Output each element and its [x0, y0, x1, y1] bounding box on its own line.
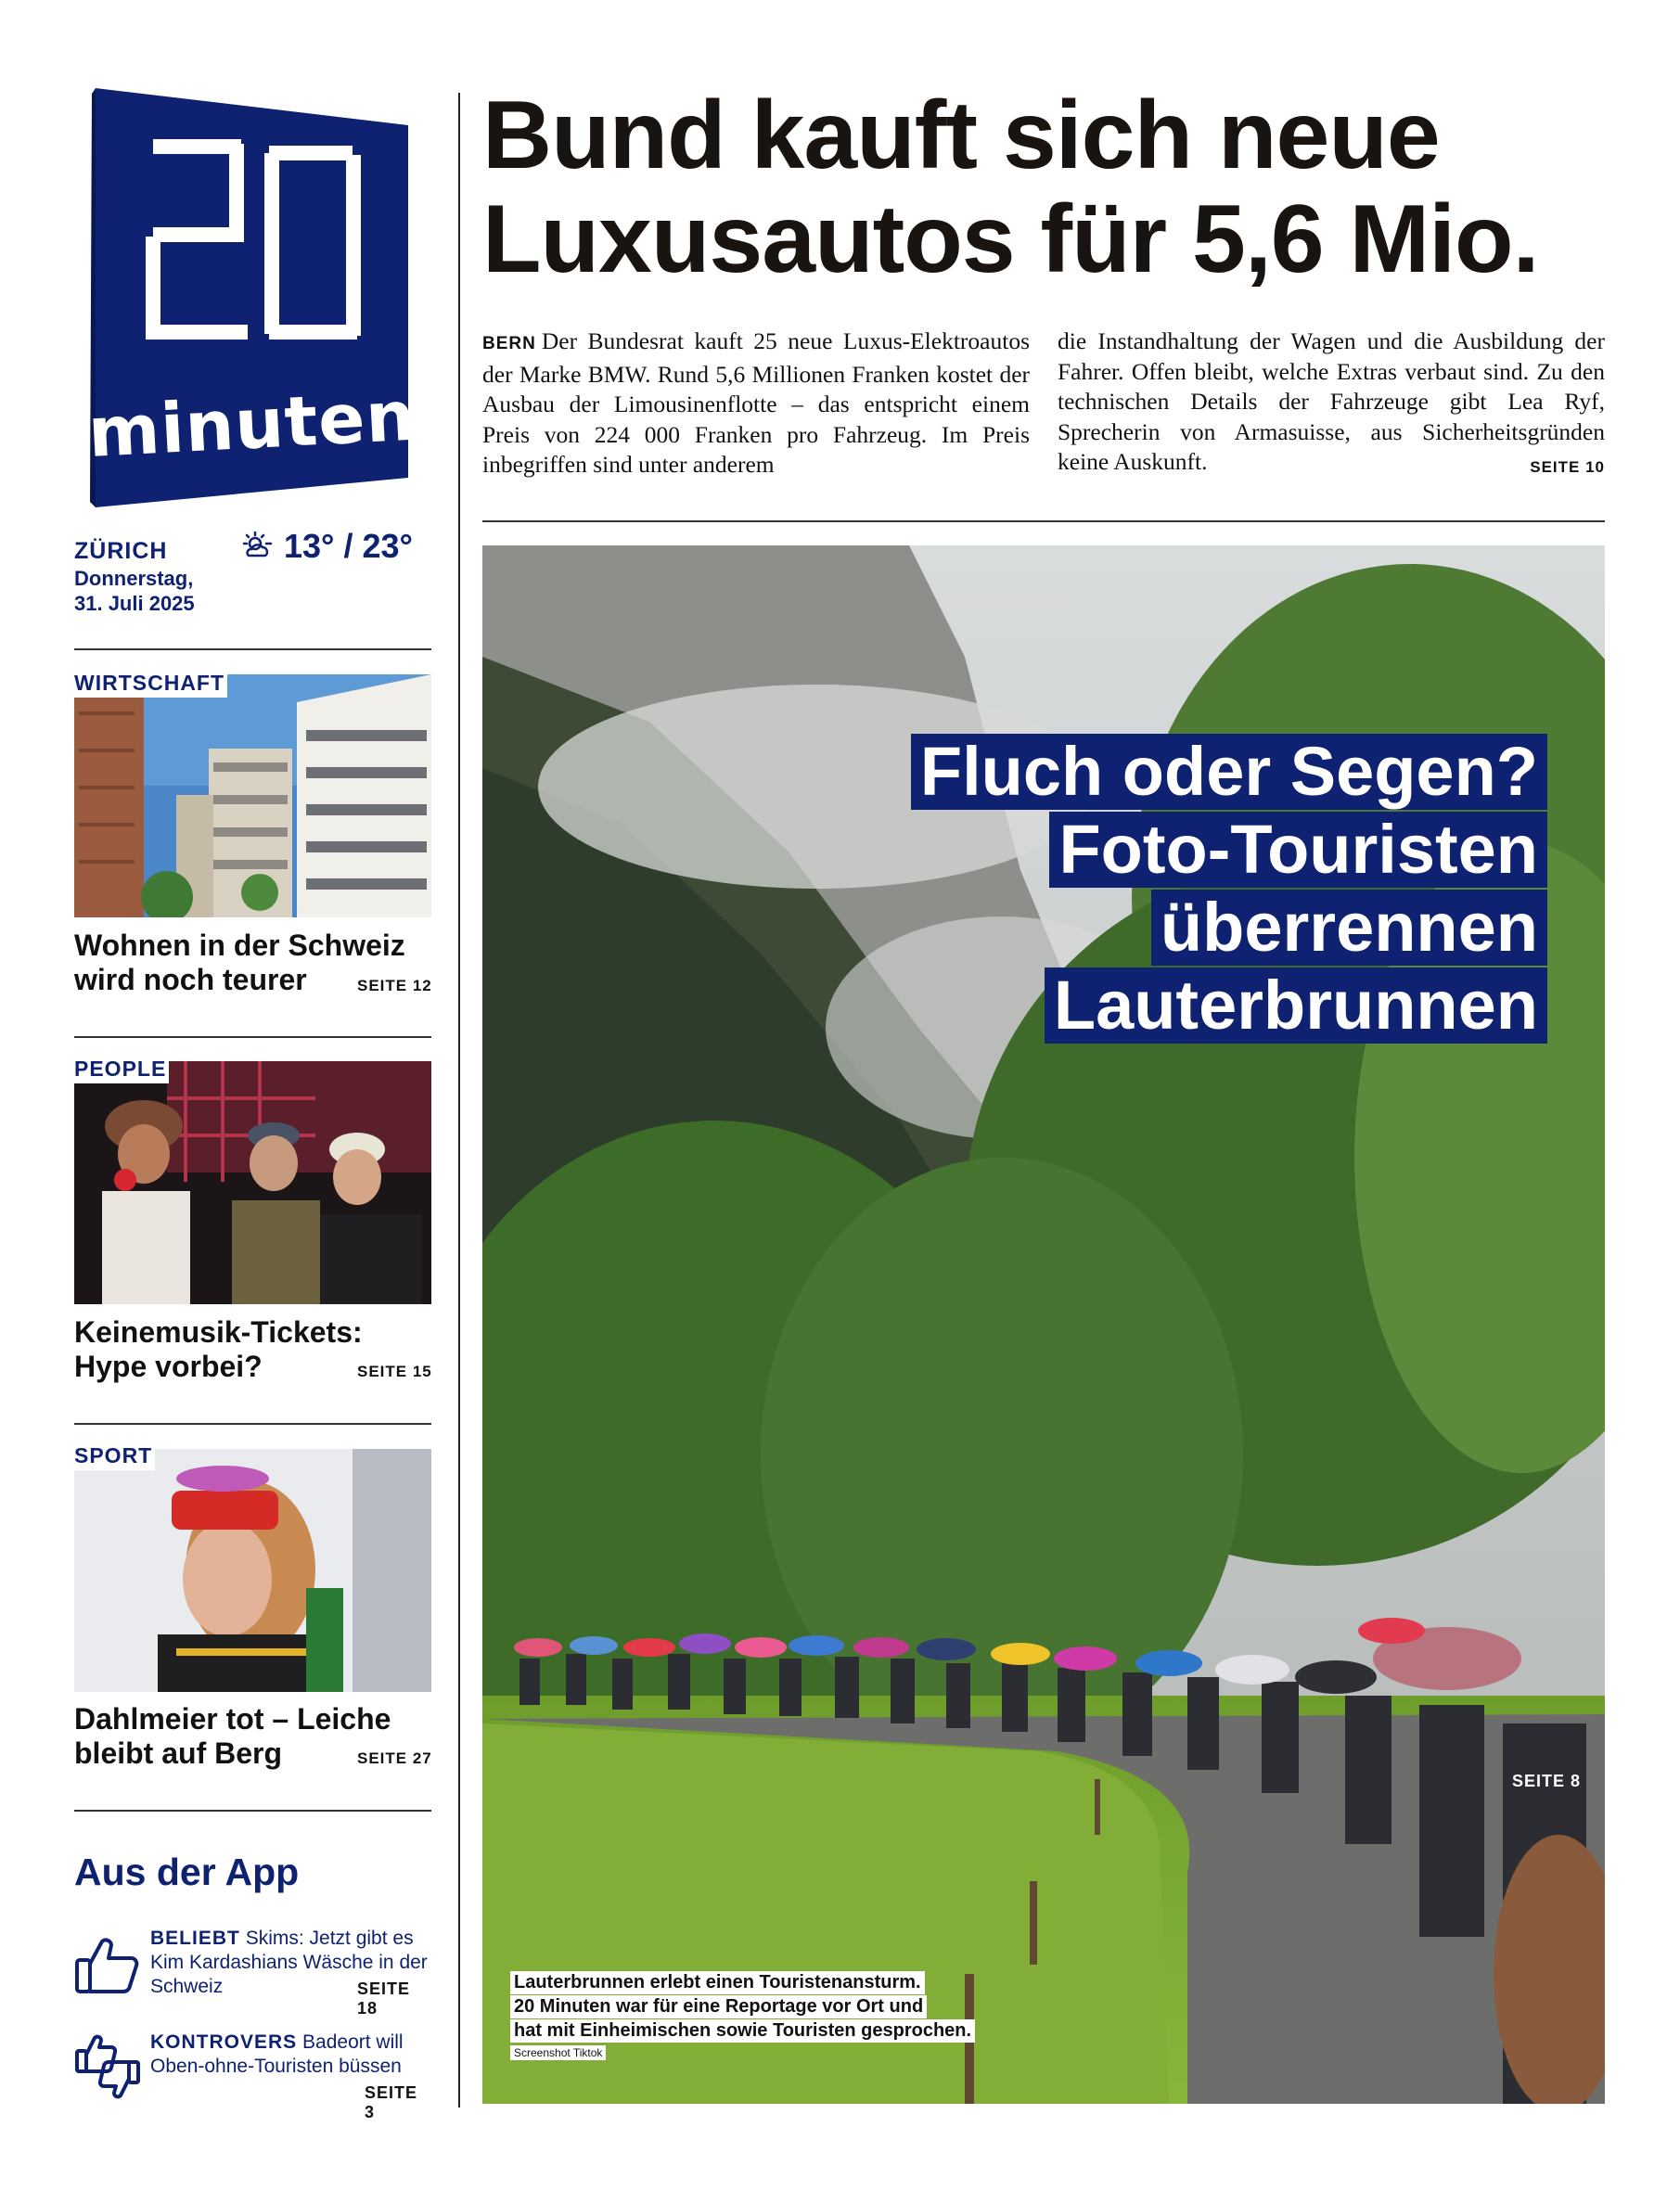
page-ref[interactable]: SEITE 8 — [1511, 1772, 1581, 1790]
edition-weekday: Donnerstag, — [74, 567, 194, 590]
teaser-title-line: Wohnen in der Schweiz — [74, 929, 405, 962]
brand-logo[interactable] — [85, 88, 418, 507]
divider — [74, 1810, 431, 1812]
main-headline[interactable] — [482, 83, 1623, 291]
app-item-text — [150, 2031, 429, 2079]
teaser-image-sport[interactable] — [74, 1449, 431, 1692]
teaser-image-housing[interactable] — [74, 674, 431, 917]
app-item-beliebt[interactable] — [74, 1927, 431, 2019]
thumbs-up-icon — [74, 1934, 141, 1995]
divider — [74, 648, 431, 650]
edition-city: ZÜRICH — [74, 538, 168, 564]
caption-line: Lauterbrunnen erlebt einen Touristenansturm. — [510, 1971, 925, 1994]
app-item-kicker: BELIEBT — [150, 1928, 240, 1949]
edition-day: 31. Juli 2025 — [74, 592, 195, 615]
hero-photo[interactable] — [482, 545, 1605, 2104]
dateline: BERN — [482, 334, 536, 353]
app-item-teaser: Badeort will Oben-ohne-Touristen büssen — [150, 2031, 404, 2077]
hero-headline-line: Lauterbrunnen — [1045, 967, 1547, 1044]
section-label-wirtschaft: WIRTSCHAFT — [74, 671, 227, 698]
thumbs-up-down-icon — [74, 2034, 141, 2099]
divider — [74, 1423, 431, 1425]
teaser-title-line: Dahlmeier tot – Leiche — [74, 1702, 391, 1736]
lead-column-1 — [482, 327, 1030, 480]
page-ref[interactable]: SEITE 27 — [357, 1749, 432, 1767]
edition-date — [74, 566, 195, 616]
divider — [74, 1036, 431, 1038]
caption-line: hat mit Einheimischen sowie Touristen gesprochen. — [510, 2019, 975, 2043]
hero-headline-line: Fluch oder Segen? — [911, 734, 1547, 810]
app-section-title: Aus der App — [74, 1851, 300, 1893]
teaser-title-line: bleibt auf Berg — [74, 1736, 283, 1770]
app-item-teaser: Skims: Jetzt gibt es Kim Kardashians Wäsche in der Schweiz — [150, 1928, 428, 1997]
weather-temperature: 13° / 23° — [284, 527, 413, 565]
teaser-title-line: Keinemusik-Tickets: — [74, 1315, 363, 1349]
main-headline-line: Luxusautos für 5,6 Mio. — [482, 186, 1539, 293]
hero-headline[interactable] — [911, 734, 1547, 1045]
page-ref[interactable]: SEITE 12 — [357, 977, 432, 994]
weather-widget — [239, 527, 413, 566]
lead-column-2 — [1058, 327, 1605, 483]
divider — [482, 520, 1605, 522]
page-ref[interactable]: SEITE 15 — [357, 1363, 432, 1380]
photo-caption — [510, 1971, 1030, 2061]
column-divider — [458, 93, 460, 2108]
teaser-title-line: Hype vorbei? — [74, 1350, 263, 1383]
lead-text: die Instandhaltung der Wagen und die Ausbildung der Fahrer. Offen bleibt, welche Extras verbaut sind. Zu den technischen Details der Fahrzeuge gibt Lea Ryf, Sprecherin von Armasuisse, aus Sicherheitsgründen keine Auskunft. — [1058, 327, 1605, 475]
main-headline-line: Bund kauft sich neue — [482, 82, 1440, 189]
logo-wordmark: minuten — [85, 376, 418, 473]
page-ref[interactable]: SEITE 10 — [1530, 458, 1605, 476]
partly-sunny-icon — [239, 531, 275, 562]
photo-credit: Screenshot Tiktok — [510, 2045, 606, 2060]
section-label-people: PEOPLE — [74, 1057, 169, 1083]
app-item-kicker: KONTROVERS — [150, 2031, 298, 2053]
teaser-image-people[interactable] — [74, 1061, 431, 1304]
page-ref[interactable]: SEITE 18 — [357, 1980, 411, 2018]
lead-text: Der Bundesrat kauft 25 neue Luxus-Elektroautos der Marke BMW. Rund 5,6 Millionen Franken kostet der Ausbau der Limousinenflotte – das entspricht einem Preis von 224 000 Franken pro Fahrzeug. Im Preis inbegriffen sind unter anderem — [482, 327, 1030, 478]
app-item-kontrovers[interactable] — [74, 2031, 431, 2123]
caption-line: 20 Minuten war für eine Reportage vor Ort und — [510, 1995, 927, 2018]
hero-headline-line: überrennen — [1151, 890, 1547, 966]
teaser-title-line: wird noch teurer — [74, 963, 307, 996]
hero-headline-line: Foto-Touristen — [1049, 812, 1547, 888]
section-label-sport: SPORT — [74, 1443, 155, 1470]
page-ref[interactable]: SEITE 3 — [365, 2083, 418, 2121]
